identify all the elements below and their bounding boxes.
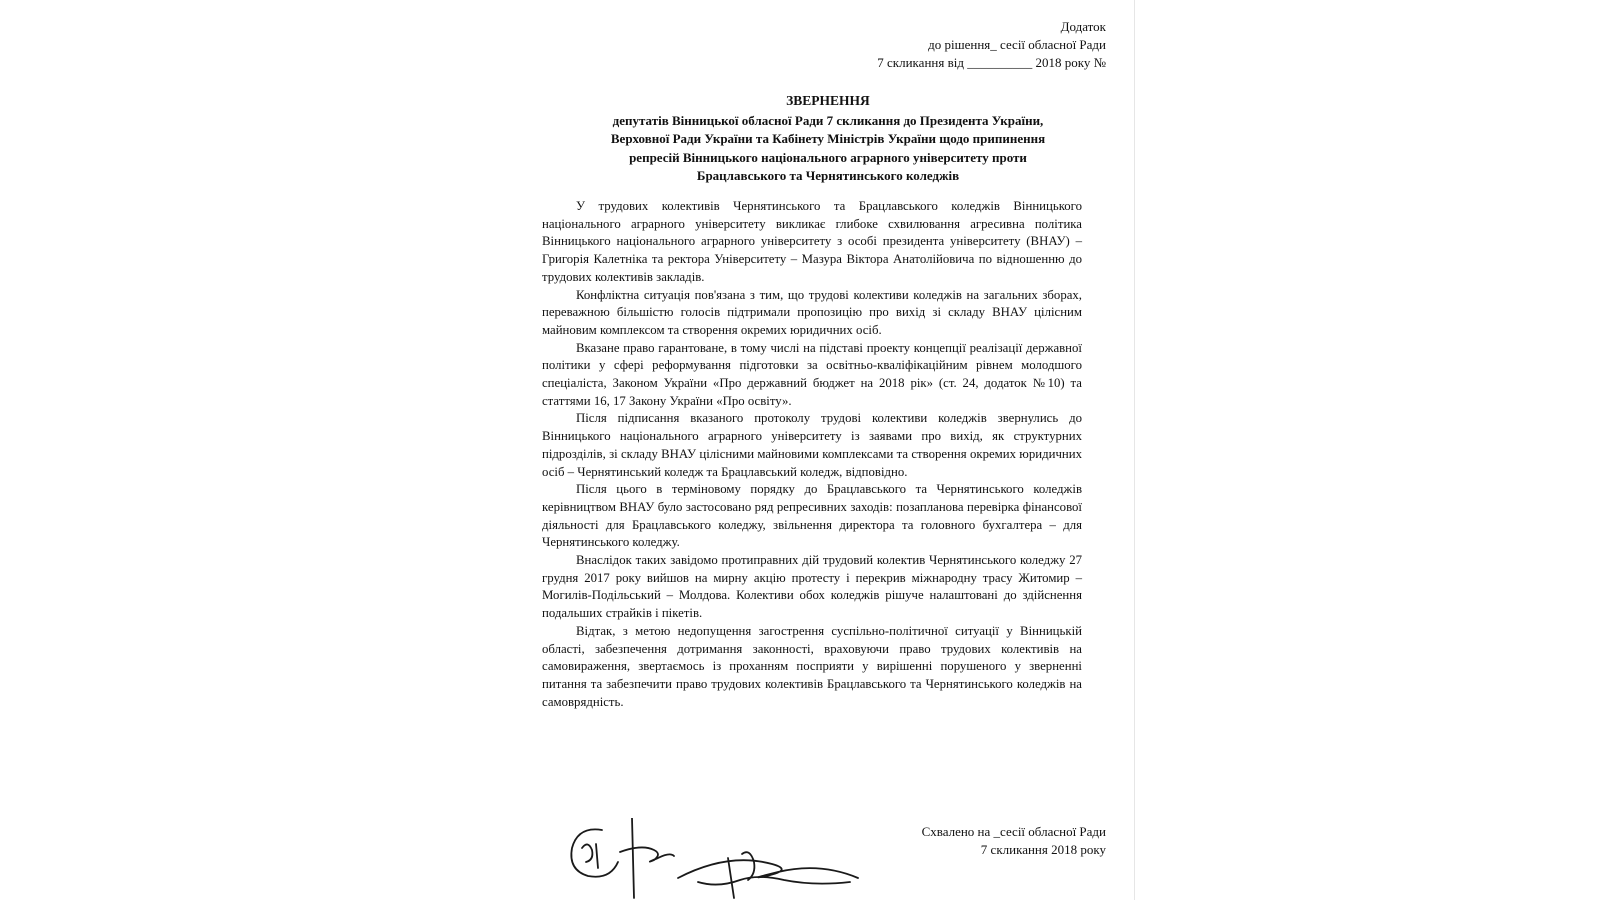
body-paragraph: Після підписання вказаного протоколу трудові колективи коледжів звернулись до Вінницького національного аграрного університету із заявами про вихід, як структурних підрозділів, зі складу ВНАУ цілісними майновими комплексами та створення окремих юридичних осіб – Чернятинський коледж та Брацлавський коледж, відповідно. [542, 411, 1082, 479]
body-paragraph: Відтак, з метою недопущення загострення суспільно-політичної ситуації у Вінницькій області, забезпечення дотримання законності, враховуючи право трудових колективів на самовираження, звертаємось із проханням посприяти у вирішенні порушеного у зверненні питання та забезпечити право трудових колективів Брацлавського та Чернятинського коледжів на самоврядність. [542, 623, 1082, 709]
document-body [542, 198, 1082, 711]
body-paragraph: Конфліктна ситуація пов'язана з тим, що трудові колективи коледжів на загальних зборах, переважною більшістю голосів підтримали пропозицію про вихід зі складу ВНАУ цілісним майновим комплексом та створення окремих юридичних осіб. [542, 287, 1082, 337]
title-line: депутатів Вінницької обласної Ради 7 скликання до Президента України, [612, 112, 1044, 128]
body-paragraph: У трудових колективів Чернятинського та Брацлавського коледжів Вінницького національного аграрного університету викликає глибоке схвилювання агресивна політика Вінницького національного аграрного університету з особі президента університету (ВНАУ) – Григорія Калетніка та ректора Університету – Мазура Віктора Анатолійовича по відношенню до трудових колективів закладів. [542, 199, 1082, 284]
document-page [522, 0, 1134, 900]
annex-block [877, 18, 1106, 72]
approval-convocation: 7 скликання 2018 року [980, 842, 1106, 857]
title-main: ЗВЕРНЕННЯ [786, 93, 870, 108]
approval-block [922, 823, 1106, 859]
approval-session: Схвалено на _сесії обласної Ради [921, 824, 1106, 839]
page-edge [1134, 0, 1135, 900]
document-title [540, 92, 1116, 186]
handwritten-signature [558, 818, 878, 905]
body-paragraph: Після цього в терміновому порядку до Брацлавського та Чернятинського коледжів керівництвом ВНАУ було застосовано ряд репресивних заходів: позапланова перевірка фінансової діяльності для Брацлавського коледжу, звільнення директора та головного бухгалтера – для Чернятинського коледжу. [542, 482, 1082, 550]
title-line: Брацлавського та Чернятинського коледжів [696, 168, 960, 183]
body-paragraph: Вказане право гарантоване, в тому числі на підставі проекту концепції реалізації державної політики у сфері реформування підготовки за освітньо-кваліфікаційним рівнем молодшого спеціаліста, Законом України «Про державний бюджет на 2018 рік» (ст. 24, додаток №10) та статтями 16, 17 Закону України «Про освіту». [542, 340, 1082, 408]
title-line: репресій Вінницького національного аграрного університету проти [629, 149, 1027, 165]
annex-decision-ref: до рішення_ сесії обласної Ради [928, 37, 1106, 52]
title-line: Верховної Ради України та Кабінету Міністрів України щодо припинення [610, 131, 1046, 146]
signature-icon [558, 818, 878, 900]
annex-convocation-date: 7 скликання від __________ 2018 року № [877, 55, 1106, 70]
body-paragraph: Внаслідок таких завідомо протиправних дій трудовий колектив Чернятинського коледжу 27 грудня 2017 року вийшов на мирну акцію протесту і перекрив міжнародну трасу Житомир – Могилів-Подільський – Молдова. Колективи обох коледжів рішуче налаштовані до здійснення подальших страйків і пікетів. [542, 553, 1082, 621]
annex-label: Додаток [1060, 19, 1106, 34]
